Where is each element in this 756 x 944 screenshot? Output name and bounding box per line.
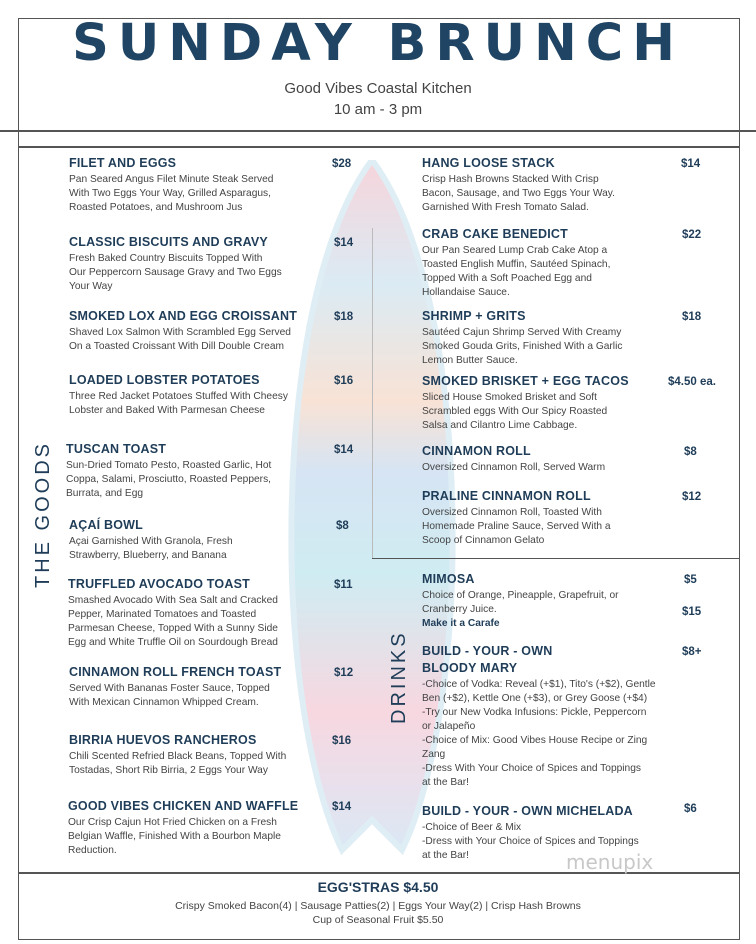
desc-line: Chili Scented Refried Black Beans, Topped With (69, 751, 287, 762)
item-description (68, 816, 318, 858)
desc-line: Oversized Cinnamon Roll, Toasted With (422, 507, 602, 518)
item-price: $14 (681, 158, 701, 170)
desc-line: Pan Seared Angus Filet Minute Steak Served (69, 174, 274, 185)
item-price: $11 (334, 579, 353, 591)
menu-item (69, 518, 319, 563)
desc-line: Hollandaise Sauce. (422, 287, 510, 298)
item-description (69, 682, 319, 710)
item-description (69, 390, 319, 418)
desc-line: Choice of Orange, Pineapple, Grapefruit, or (422, 590, 619, 601)
item-name: CINNAMON ROLL FRENCH TOAST (69, 665, 282, 679)
drink-description (422, 589, 672, 631)
item-price: $18 (682, 311, 702, 323)
item-price: $12 (334, 667, 354, 679)
desc-line: Bacon, Sausage, and Two Eggs Your Way. (422, 188, 615, 199)
desc-line: Oversized Cinnamon Roll, Served Warm (422, 462, 606, 473)
desc-line: Toasted English Muffin, Sautéed Spinach, (422, 259, 611, 270)
item-name: CLASSIC BISCUITS AND GRAVY (69, 235, 268, 249)
menu-item (69, 235, 319, 294)
item-price: $18 (334, 311, 354, 323)
item-description (422, 391, 662, 433)
michelada-price: $6 (684, 803, 697, 815)
desc-line: With Mexican Cinnamon Whipped Cream. (69, 697, 259, 708)
desc-line: Crisp Hash Browns Stacked With Crisp (422, 174, 599, 185)
item-description (422, 461, 662, 475)
menu-item (422, 444, 662, 475)
menu-item (69, 309, 319, 354)
item-name: PRALINE CINNAMON ROLL (422, 489, 591, 503)
desc-line: -Choice of Vodka: Reveal (+$1), Tito's (+$2), Gentle (422, 679, 656, 690)
item-description (422, 326, 662, 368)
item-name: AÇAÍ BOWL (69, 518, 144, 532)
drink-name: MIMOSA (422, 572, 475, 586)
desc-line: Cranberry Juice. (422, 604, 497, 615)
desc-line: Roasted Potatoes, and Mushroom Jus (69, 202, 243, 213)
menu-item (69, 665, 319, 710)
item-description (69, 173, 319, 215)
item-description (422, 244, 662, 300)
desc-line: Garnished With Fresh Tomato Salad. (422, 202, 589, 213)
desc-line: Açai Garnished With Granola, Fresh (69, 536, 233, 547)
desc-line: Sautéed Cajun Shrimp Served With Creamy (422, 327, 622, 338)
item-price: $14 (334, 237, 354, 249)
extras-title: EGG'STRAS $4.50 (317, 879, 439, 895)
drink-name: BLOODY MARY (422, 661, 518, 675)
desc-line: Fresh Baked Country Biscuits Topped With (69, 253, 263, 264)
item-name: TUSCAN TOAST (66, 442, 167, 456)
item-name: CRAB CAKE BENEDICT (422, 227, 568, 241)
item-name: TRUFFLED AVOCADO TOAST (68, 577, 250, 591)
item-name: GOOD VIBES CHICKEN AND WAFFLE (68, 799, 299, 813)
desc-line: Egg and White Truffle Oil on Sourdough Bread (68, 637, 278, 648)
menu-item (66, 442, 316, 501)
extras-line: Cup of Seasonal Fruit $5.50 (312, 914, 444, 926)
menu-item (422, 374, 662, 433)
desc-line: Strawberry, Blueberry, and Banana (69, 550, 227, 561)
desc-line: Coppa, Salami, Prosciutto, Roasted Peppers, (66, 474, 271, 485)
item-description (69, 326, 319, 354)
item-price: $22 (682, 229, 702, 241)
drink-bloody-mary (422, 644, 672, 790)
header-rule-bottom (18, 146, 740, 148)
desc-line: Lemon Butter Sauce. (422, 355, 518, 366)
menu-item (69, 373, 319, 418)
desc-line: at the Bar! (422, 777, 470, 788)
desc-line: at the Bar! (422, 850, 470, 861)
section-label-drinks: DRINKS (388, 630, 410, 724)
desc-line: Scrambled eggs With Our Spicy Roasted (422, 406, 608, 417)
desc-line: Topped With a Soft Poached Egg and (422, 273, 592, 284)
desc-line: Served With Bananas Foster Sauce, Topped (69, 683, 270, 694)
desc-line: Tostadas, Short Rib Birria, 2 Eggs Your Way (69, 765, 268, 776)
hours: 10 am - 3 pm (333, 101, 423, 118)
desc-line: Our Crisp Cajun Hot Fried Chicken on a Fresh (68, 817, 277, 828)
item-description (69, 252, 319, 294)
desc-line: Pepper, Marinated Tomatoes and Toasted (68, 609, 257, 620)
desc-line: Sliced House Smoked Brisket and Soft (422, 392, 597, 403)
mimosa-price: $5 (684, 574, 697, 586)
item-name: LOADED LOBSTER POTATOES (69, 373, 260, 387)
carafe-label: Make it a Carafe (422, 618, 500, 629)
item-name: CINNAMON ROLL (422, 444, 531, 458)
restaurant-name: Good Vibes Coastal Kitchen (284, 80, 472, 97)
menu-item (422, 489, 662, 548)
menu-title: SUNDAY BRUNCH (72, 14, 684, 73)
desc-line: Ben (+$2), Kettle One (+$3), or Grey Goose (+$4) (422, 693, 648, 704)
center-stringer (372, 228, 373, 558)
menu-item (422, 227, 662, 300)
item-price: $14 (334, 444, 354, 456)
desc-line: Burrata, and Egg (66, 488, 144, 499)
desc-line: Sun-Dried Tomato Pesto, Roasted Garlic, Hot (66, 460, 272, 471)
drinks-divider (372, 558, 740, 559)
desc-line: On a Toasted Croissant With Dill Double Cream (69, 341, 284, 352)
section-label-goods: THE GOODS (32, 440, 54, 588)
item-name: FILET AND EGGS (69, 156, 177, 170)
item-description (68, 594, 318, 650)
item-price: $16 (332, 735, 352, 747)
extras-line: Crispy Smoked Bacon(4) | Sausage Patties(2) | Eggs Your Way(2) | Crisp Hash Browns (175, 900, 581, 912)
menu-item (68, 577, 318, 650)
item-description (422, 173, 662, 215)
desc-line: Smashed Avocado With Sea Salt and Cracked (68, 595, 278, 606)
item-description (69, 535, 319, 563)
drink-name: BUILD - YOUR - OWN MICHELADA (422, 804, 633, 818)
desc-line: or Jalapeño (422, 721, 476, 732)
item-description (69, 750, 319, 778)
desc-line: Salsa and Cilantro Lime Cabbage. (422, 420, 578, 431)
desc-line: With Two Eggs Your Way, Grilled Asparagus, (69, 188, 271, 199)
item-price: $8 (684, 446, 697, 458)
desc-line: Belgian Waffle, Finished With a Bourbon Maple (68, 831, 281, 842)
item-price: $14 (332, 801, 352, 813)
desc-line: Homemade Praline Sauce, Served With a (422, 521, 611, 532)
item-name: SHRIMP + GRITS (422, 309, 526, 323)
item-name: BIRRIA HUEVOS RANCHEROS (69, 733, 257, 747)
item-name: SMOKED BRISKET + EGG TACOS (422, 374, 629, 388)
item-price: $16 (334, 375, 354, 387)
watermark: menupix (566, 850, 654, 874)
menu-item (69, 733, 319, 778)
menu-item (69, 156, 319, 215)
desc-line: -Choice of Beer & Mix (422, 822, 522, 833)
item-price: $4.50 ea. (668, 376, 716, 388)
desc-line: -Choice of Mix: Good Vibes House Recipe or Zing (422, 735, 648, 746)
desc-line: -Try our New Vodka Infusions: Pickle, Peppercorn (422, 707, 647, 718)
item-description (66, 459, 316, 501)
carafe-price: $15 (682, 606, 702, 618)
item-name: HANG LOOSE STACK (422, 156, 555, 170)
drink-name: BUILD - YOUR - OWN (422, 644, 553, 658)
menu-item (422, 309, 662, 368)
item-price: $28 (332, 158, 352, 170)
item-price: $8 (336, 520, 349, 532)
item-name: SMOKED LOX AND EGG CROISSANT (69, 309, 298, 323)
desc-line: Smoked Gouda Grits, Finished With a Garlic (422, 341, 623, 352)
desc-line: -Dress with Your Choice of Spices and Toppings (422, 836, 639, 847)
desc-line: Our Pan Seared Lump Crab Cake Atop a (422, 245, 608, 256)
desc-line: -Dress With Your Choice of Spices and Toppings (422, 763, 641, 774)
desc-line: Our Peppercorn Sausage Gravy and Two Eggs (69, 267, 282, 278)
item-price: $12 (682, 491, 702, 503)
desc-line: Scoop of Cinnamon Gelato (422, 535, 545, 546)
desc-line: Parmesan Cheese, Topped With a Sunny Side (68, 623, 278, 634)
drink-mimosa (422, 572, 672, 631)
desc-line: Zang (422, 749, 446, 760)
desc-line: Three Red Jacket Potatoes Stuffed With Cheesy (69, 391, 288, 402)
desc-line: Lobster and Baked With Parmesan Cheese (69, 405, 265, 416)
desc-line: Reduction. (68, 845, 117, 856)
item-description (422, 506, 662, 548)
desc-line: Shaved Lox Salmon With Scrambled Egg Served (69, 327, 291, 338)
bloody-mary-price: $8+ (682, 646, 702, 658)
menu-item (68, 799, 318, 858)
menu-item (422, 156, 662, 215)
desc-line: Your Way (69, 281, 113, 292)
drink-description (422, 678, 672, 790)
header-rule-top (0, 130, 756, 132)
